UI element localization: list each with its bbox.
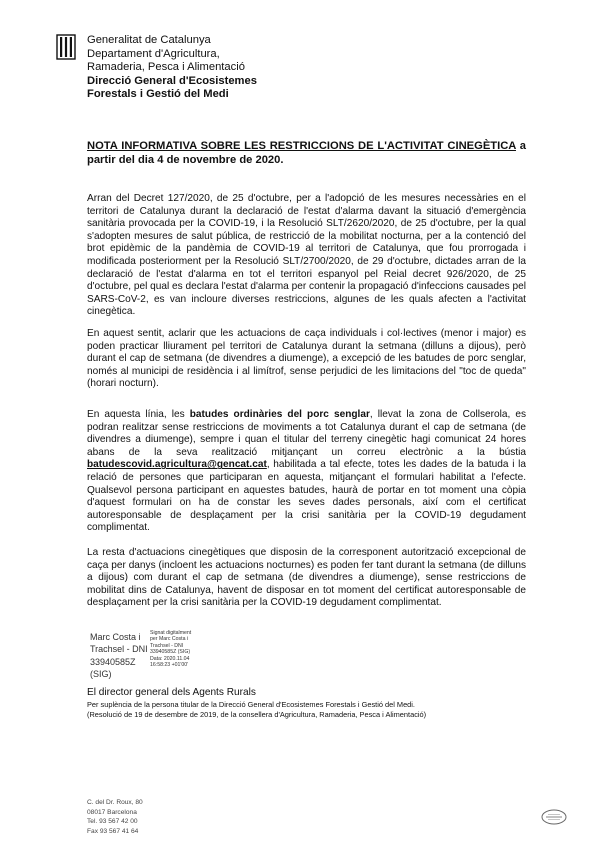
paragraph-decree: Arran del Decret 127/2020, de 25 d'octubre, per a l'adopció de les mesures necessàries en el territori de Catalunya durant la declaració de l'estat d'alarma davant la situació d'emergència sanitària provocada per la COVID-19, i la Resolució SLT/2620/2020, de 25 d'octubre, per la qual s'adopten mesures de salut pública, de restricció de la mobilitat nocturna, per a la contenció del brot epidèmic de la pandèmia de COVID-19 al territori de Catalunya, que fou prorrogada i modificada posteriorment per la Resolució SLT/2700/2020, de 29 d'octubre, dictades arran de la declaració de l'estat d'alarma en tot el territori espanyol pel Reial decret 926/2020, de 25 d'octubre, pel qual es declara l'estat d'alarma per contenir la propagació d'infeccions causades pel SARS-CoV-2, es van incloure diverses restriccions, algunes de les quals afecten a l'activitat cinegètica. xyxy=(87,193,526,318)
paragraph-wild-boar-drives xyxy=(87,409,526,535)
signature-name-line: Marc Costa i xyxy=(90,632,141,642)
org-line-department-cont: Ramaderia, Pesca i Alimentació xyxy=(87,61,245,73)
signature-detail-line: per Marc Costa i xyxy=(150,636,189,643)
note-line: Per suplència de la persona titular de la Direcció General d'Ecosistemes Forestals i Gestió del Medi. xyxy=(87,700,415,709)
signature-detail-line: 16:58:23 +01'00' xyxy=(150,662,189,669)
generalitat-logo-icon xyxy=(56,34,76,60)
signature-name-line: 33940585Z xyxy=(90,656,136,667)
signature-name xyxy=(90,631,148,681)
organization-header xyxy=(87,34,257,102)
document-title xyxy=(87,139,526,167)
signature-details xyxy=(150,630,191,668)
signature-detail-line: Trachsel - DNI xyxy=(150,642,184,649)
signature-detail-line: Data: 2020.11.04 xyxy=(150,655,190,662)
org-line-generalitat: Generalitat de Catalunya xyxy=(87,34,211,46)
title-date: a partir del dia 4 de novembre de 2020. xyxy=(87,140,526,166)
paragraph-damage-authorization: La resta d'actuacions cinegètiques que disposin de la corresponent autorització excepcional de caça per danys (incloent les actuacions nocturnes) es poden fer tant durant la setmana (de dilluns a dijous) com durant el cap de setmana (de divendres a diumenge), sense restriccions de mobilitat dins de Catalunya, havent de disposar en tot moment del certificat autoresponsable de desplaçament per la crisi sanitària per la COVID-19 degudament complimentat. xyxy=(87,547,526,609)
p3-bold-text: batudes ordinàries del porc senglar xyxy=(189,409,370,420)
org-line-department: Departament d'Agricultura, xyxy=(87,47,220,60)
certification-seal-icon xyxy=(540,808,568,826)
p3-text-b: , llevat la zona de Collserola, es podran realitzar sense restriccions de moviments a tot Catalunya durant el cap de setmana (de divendres a diumenge), sempre i quan el titular del terreny cinegètic hagi comunicat 24 hores abans de la seva realització mitjançant un correu electrònic a la bústia xyxy=(87,409,526,458)
note-line: (Resolució de 19 de desembre de 2019, de la consellera d'Agricultura, Ramaderia, Pesca i Alimentació) xyxy=(87,709,427,719)
address-phone: Tel. 93 567 42 00 xyxy=(87,818,138,826)
title-underlined: NOTA INFORMATIVA SOBRE LES RESTRICCIONS DE L'ACTIVITAT CINEGÈTICA xyxy=(87,140,516,152)
p3-text-c: , habilitada a tal efecte, totes les dades de la batuda i la relació de persones que participaran en aquesta, mitjançant el formulari habilitat a l'efecte. Qualsevol persona participant en aquestes batudes, haurà de portar en tot moment una còpia d'aquest formulari on ha de constar les seves dades personals, així com el certificat autoresponsable de desplaçament per la crisi sanitària per la COVID-19 degudament complimentat. xyxy=(87,459,526,534)
signature-detail-line: Signat digitalment xyxy=(150,630,192,636)
org-line-directorate-cont: Forestals i Gestió del Medi xyxy=(87,88,229,100)
signature-detail-line: 33940585Z (SIG) xyxy=(150,649,191,656)
org-line-directorate: Direcció General d'Ecosistemes xyxy=(87,74,257,87)
address-street: C. del Dr. Roux, 80 xyxy=(87,799,143,806)
p3-text-a: En aquesta línia, les xyxy=(87,409,190,420)
address-fax: Fax 93 567 41 64 xyxy=(87,827,139,835)
signature-name-line: (SIG) xyxy=(90,669,112,680)
signature-name-line: Trachsel - DNI xyxy=(90,644,148,655)
email-link[interactable]: batudescovid.agricultura@gencat.cat xyxy=(87,459,267,471)
signer-title: El director general dels Agents Rurals xyxy=(87,687,256,698)
footer-address xyxy=(87,798,143,836)
paragraph-individual-hunting: En aquest sentit, aclarir que les actuacions de caça individuals i col·lectives (menor i major) es poden practicar lliurament pel territori de Catalunya durant la setmana (dilluns a dijous), però durant el cap de setmana (de divendres a diumenge), a excepció de les batudes de porc senglar, només al municipi de residència i al limítrof, sense perjudici de les limitacions del "toc de queda" (horari nocturn). xyxy=(87,328,526,390)
substitution-note xyxy=(87,700,426,719)
address-city: 08017 Barcelona xyxy=(87,808,137,816)
